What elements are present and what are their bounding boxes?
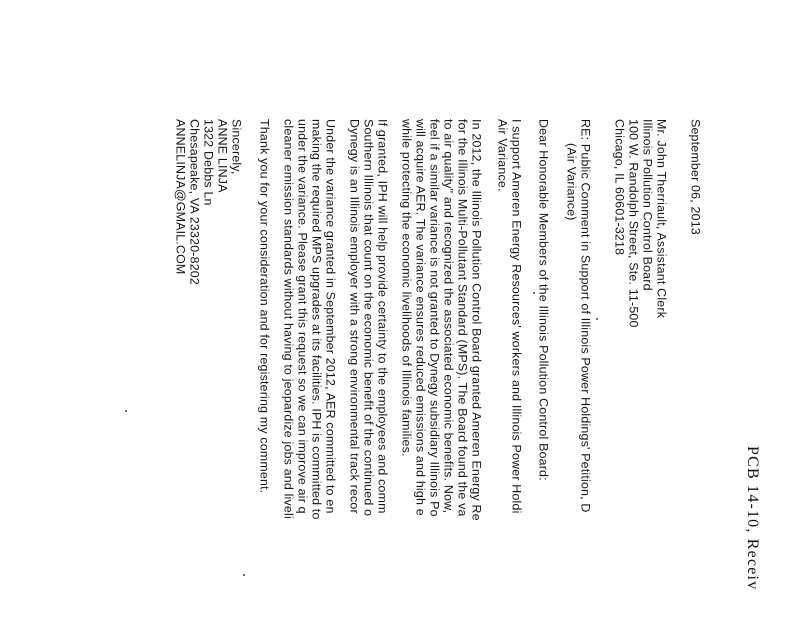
paragraph-2-line-6: while protecting the economic livelihoods of Illinois families. — [399, 119, 414, 457]
pcb-received-stamp: PCB 14-10, Receiv — [744, 446, 761, 591]
recipient-name: Mr. John Therriault, Assistant Clerk — [654, 119, 669, 319]
paragraph-2-line-4: feel if a similar variance is not granted to Dynegy subsidiary Illinois Po — [427, 119, 442, 517]
paragraph-4-line-1: Under the variance granted in September 2012, AER committed to en — [323, 119, 338, 514]
scan-speck — [596, 318, 598, 320]
paragraph-4-line-2: making the required MPS upgrades at its facilities. IPH is committed to — [309, 119, 324, 520]
scan-speck — [243, 574, 245, 576]
paragraph-1-line-2: Air Variance. — [495, 119, 510, 192]
paragraph-1-line-1: I support Ameren Energy Resources' workers and Illinois Power Holdi — [509, 119, 524, 514]
recipient-organization: Illinois Pollution Control Board — [640, 119, 655, 291]
subject-line: RE: Public Comment in Support of Illinois Power Holdings' Petition, D — [578, 119, 593, 513]
paragraph-5-line-1: Thank you for your consideration and for registering my comment. — [257, 119, 272, 494]
signature-name: ANNE LINJA — [215, 119, 230, 193]
letter-date: September 06, 2013 — [688, 119, 703, 235]
paragraph-2-line-1: In 2012, the Illinois Pollution Control Board granted Ameren Energy Re — [469, 119, 484, 521]
paragraph-4-line-3: under the variance. Please grant this request so we can improve air q — [295, 119, 310, 514]
paragraph-3-line-1: If granted, IPH will help provide certainty to the employees and comm — [375, 119, 390, 514]
signature-city: Chesapeake, VA 23320-8202 — [187, 119, 202, 285]
signature-street: 1322 Debbs Ln — [201, 119, 216, 206]
scan-speck — [533, 292, 535, 294]
salutation: Dear Honorable Members of the Illinois Pollution Control Board: — [536, 119, 551, 481]
recipient-city: Chicago, IL 60601-3218 — [612, 119, 627, 256]
paragraph-2-line-3: to air quality" and recognized the associated economic benefits. Now, — [441, 119, 456, 514]
signature-email: ANNELINJA@GMAIL.COM — [173, 119, 188, 275]
paragraph-2-line-5: will acquire AER. The variance ensures reduced emissions and high e — [413, 119, 428, 516]
paragraph-3-line-2: Southern Illinois that count on the economic benefit of the continued o — [361, 119, 376, 517]
paragraph-3-line-3: Dynegy is an Illinois employer with a strong environmental track recor — [347, 119, 362, 514]
paragraph-2-line-2: for the Illinois Multi-Pollutant Standard (MPS). The Board found the va — [455, 119, 470, 517]
subject-line-continued: (Air Variance) — [564, 143, 579, 221]
closing: Sincerely, — [229, 119, 244, 175]
paragraph-4-line-4: cleaner emission standards without having to jeopardize jobs and liveli — [281, 119, 296, 519]
recipient-street: 100 W. Randolph Street, Ste. 11-500 — [626, 119, 641, 328]
scan-speck — [125, 410, 127, 412]
